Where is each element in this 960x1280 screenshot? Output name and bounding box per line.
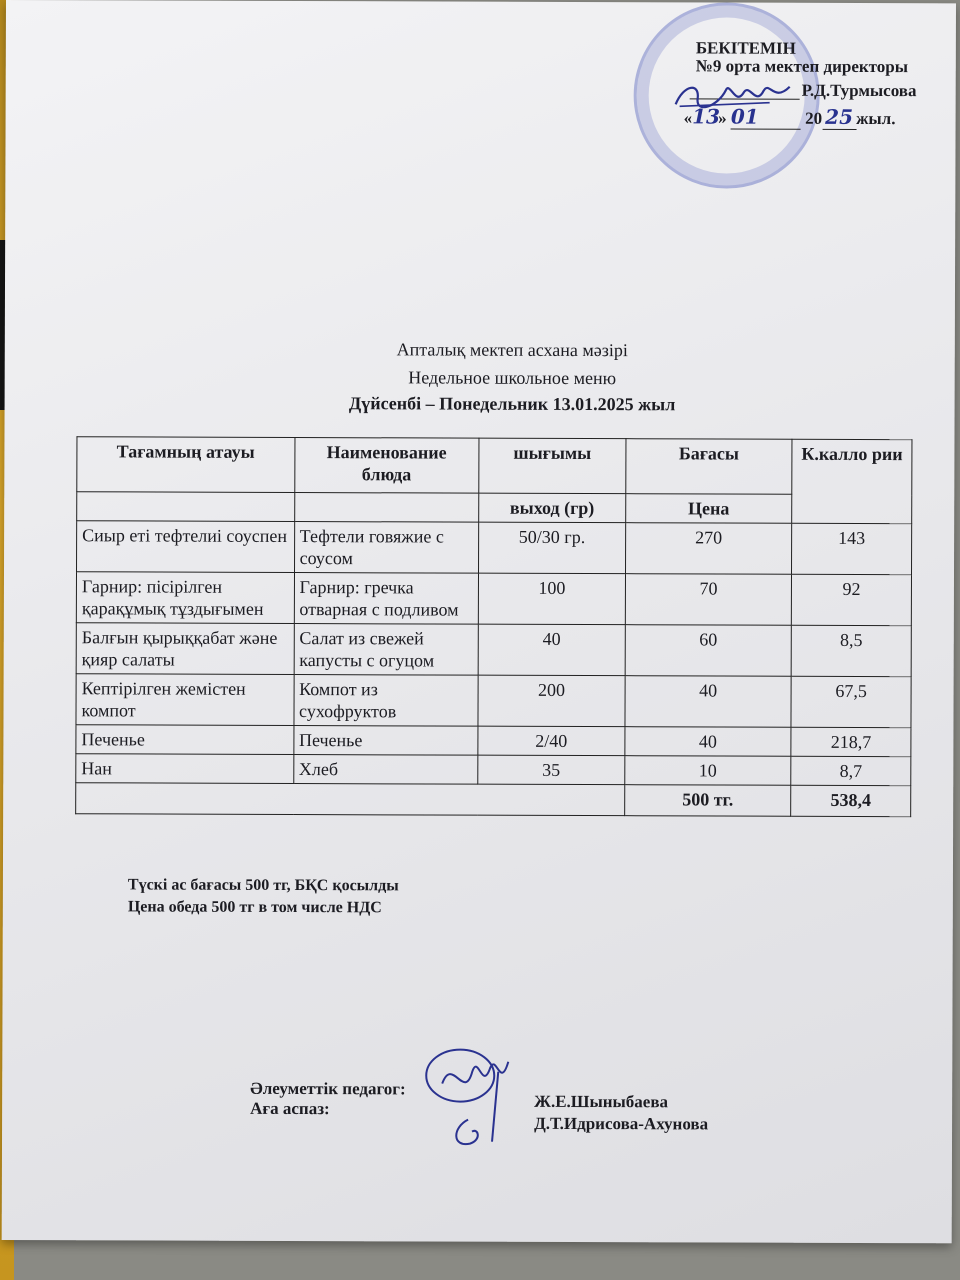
header-name-kz: Тағамның атауы: [77, 437, 295, 493]
dish-price: 270: [625, 523, 791, 575]
dish-name-kz: Нан: [76, 754, 294, 784]
dish-kcal: 8,7: [791, 756, 911, 785]
dish-name-kz: Балғын қырыққабат және қияр салаты: [76, 623, 294, 675]
total-price: 500 тг.: [625, 785, 791, 817]
director-name: Р.Д.Турмысова: [801, 80, 917, 101]
menu-title-kz: Апталық мектеп асхана мәзірі: [396, 339, 628, 361]
header-kcal: К.калло рии: [792, 439, 912, 523]
dish-kcal: 218,7: [791, 727, 911, 756]
dish-name-ru: Хлеб: [293, 755, 477, 785]
dish-name-kz: Сиыр еті тефтелиі соуспен: [77, 521, 295, 573]
table-row: [76, 572, 911, 626]
dish-kcal: 67,5: [791, 676, 911, 727]
subheader-empty: [77, 492, 295, 522]
dish-name-ru: Печенье: [293, 726, 477, 756]
price-note-ru: Цена обеда 500 тг в том числе НДС: [127, 898, 382, 917]
dish-kcal: 92: [791, 574, 911, 625]
table-total-row: [76, 783, 911, 817]
dish-name-ru: Компот из сухофруктов: [294, 675, 478, 727]
head-cook-name: Д.Т.Идрисова-Ахунова: [534, 1113, 709, 1134]
social-pedagogue-name: Ж.Е.Шыныбаева: [534, 1091, 669, 1112]
price-note-kz: Түскі ас бағасы 500 тг, БҚС қосылды: [127, 876, 399, 895]
menu-title-ru: Недельное школьное меню: [408, 367, 617, 389]
staff-signature: [412, 1031, 522, 1161]
dish-price: 70: [625, 574, 791, 626]
header-yield-ru: выход (гр): [479, 493, 626, 523]
dish-yield: 40: [478, 624, 625, 676]
dish-name-ru: Салат из свежей капусты с огуцом: [294, 624, 478, 676]
total-kcal: 538,4: [791, 785, 911, 816]
header-price-kz: Бағасы: [626, 439, 792, 495]
menu-date-line: Дүйсенбі – Понедельник 13.01.2025 жыл: [348, 393, 676, 415]
table-row: [76, 674, 911, 728]
dish-yield: 2/40: [478, 726, 625, 756]
dish-yield: 35: [478, 755, 625, 785]
dish-yield: 200: [478, 675, 625, 727]
dish-name-ru: Гарнир: гречка отварная с подливом: [294, 573, 478, 625]
approval-title: БЕКІТЕМІН: [695, 38, 796, 58]
dish-kcal: 143: [792, 523, 912, 574]
header-price-ru: Цена: [626, 494, 792, 524]
table-row: [76, 623, 911, 677]
table-row: [76, 725, 911, 757]
total-empty: [76, 783, 625, 816]
table-row: [76, 754, 911, 786]
dish-name-kz: Кептірілген жемістен компот: [76, 674, 294, 726]
dish-yield: 100: [478, 573, 625, 625]
table-header-row: [77, 437, 912, 495]
dish-name-kz: Печенье: [76, 725, 294, 755]
dish-price: 60: [625, 625, 791, 677]
head-cook-label: Аға аспаз:: [250, 1098, 330, 1119]
document-page: [2, 0, 956, 1243]
approval-position: №9 орта мектеп директоры: [695, 56, 909, 77]
approval-date: «13» 01 20 25 жыл.: [683, 104, 896, 129]
dish-price: 10: [625, 756, 791, 786]
table-row: [77, 521, 912, 575]
dish-name-kz: Гарнир: пісірілген қарақұмық тұздығымен: [76, 572, 294, 624]
header-name-ru: Наименование блюда: [294, 438, 479, 494]
dish-price: 40: [625, 676, 791, 728]
table-subheader-row: [77, 492, 912, 524]
subheader-empty: [294, 493, 478, 523]
dish-yield: 50/30 гр.: [478, 522, 625, 574]
dish-price: 40: [625, 727, 791, 757]
dish-name-ru: Тефтели говяжие с соусом: [294, 522, 478, 574]
dish-kcal: 8,5: [791, 625, 911, 676]
social-pedagogue-label: Әлеуметтік педагог:: [250, 1078, 406, 1099]
header-yield-kz: шығымы: [479, 438, 626, 494]
menu-table: [75, 436, 912, 817]
